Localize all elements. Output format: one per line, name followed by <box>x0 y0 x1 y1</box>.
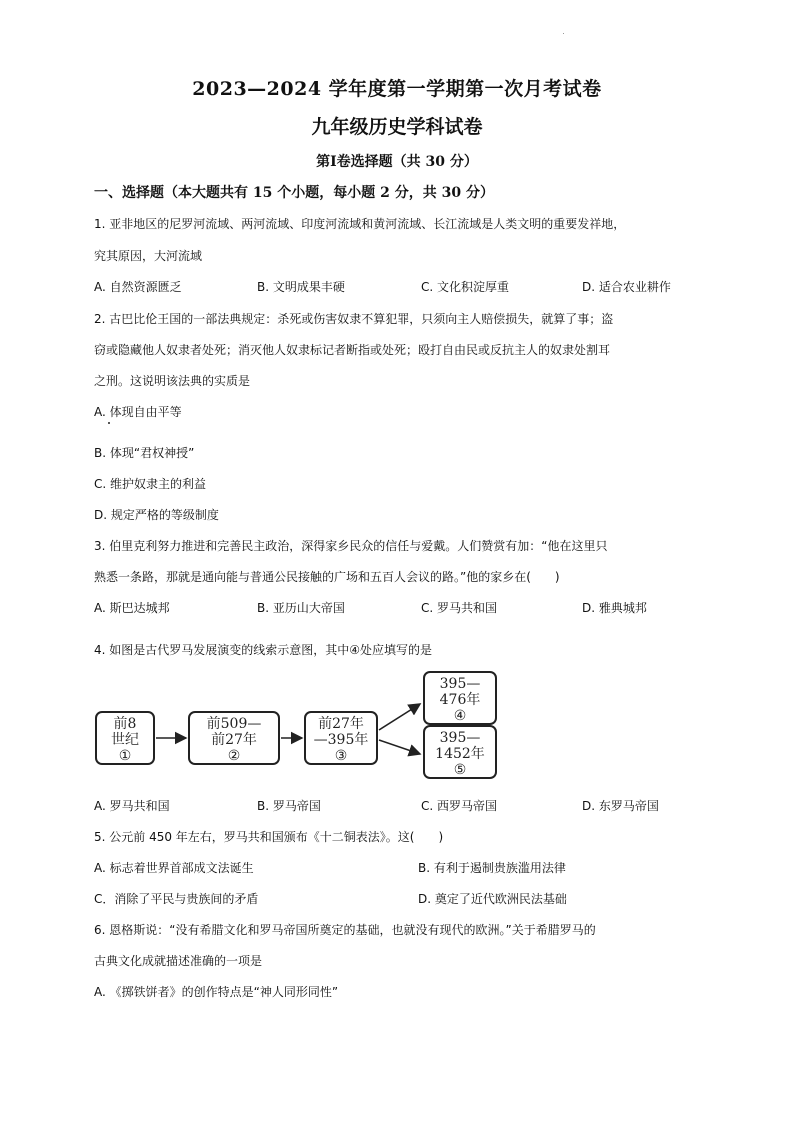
box3-line2: —395年 <box>313 732 369 748</box>
q5-option-c: C．消除了平民与贵族间的矛盾 <box>94 892 259 906</box>
q2-option-d: D. 规定严格的等级制度 <box>94 508 219 522</box>
q4-option-d: D. 东罗马帝国 <box>582 799 659 813</box>
q4-option-a: A. 罗马共和国 <box>94 799 170 813</box>
box1-line3: ① <box>118 748 132 764</box>
exam-subtitle: 九年级历史学科试卷 <box>311 116 483 138</box>
q1-option-a: A. 自然资源匮乏 <box>94 280 182 294</box>
box3-line3: ③ <box>334 748 348 764</box>
q3-option-b: B. 亚历山大帝国 <box>257 601 345 615</box>
q3-stem-line2: 熟悉一条路，那就是通向能与普通公民接触的广场和五百人会议的路。”他的家乡在( ) <box>94 570 560 584</box>
q2-option-c: C. 维护奴隶主的利益 <box>94 477 207 491</box>
box2-line1: 前509— <box>206 716 262 732</box>
box4-line1: 395— <box>439 676 481 692</box>
scan-mark <box>108 422 110 424</box>
q3-option-c: C. 罗马共和国 <box>421 601 498 615</box>
box2-line3: ② <box>227 748 241 764</box>
q6-stem-line1: 6. 恩格斯说：“没有希腊文化和罗马帝国所奠定的基础，也就没有现代的欧洲。”关于希腊罗马的 <box>94 923 596 937</box>
q3-stem-line1: 3. 伯里克利努力推进和完善民主政治，深得家乡民众的信任与爱戴。人们赞赏有加：“他在这里只 <box>94 539 608 553</box>
q1-option-b: B. 文明成果丰硬 <box>257 280 345 294</box>
box4-line3: ④ <box>453 708 467 724</box>
box4-line2: 476年 <box>439 692 481 708</box>
q2-stem-line2: 窃或隐藏他人奴隶者处死；消灭他人奴隶标记者断指或处死；殴打自由民或反抗主人的奴隶处割耳 <box>94 343 611 357</box>
box5-line3: ⑤ <box>453 762 467 778</box>
q2-option-b: B. 体现“君权神授” <box>94 446 195 460</box>
q1-stem-line1: 1. 亚非地区的尼罗河流域、两河流域、印度河流域和黄河流域、长江流域是人类文明的重要发祥地， <box>94 217 626 231</box>
exam-title: 2023—2024 学年度第一学期第一次月考试卷 <box>192 78 602 100</box>
q3-option-a: A. 斯巴达城邦 <box>94 601 170 615</box>
box3-line1: 前27年 <box>318 716 364 732</box>
q5-option-a: A. 标志着世界首部成文法诞生 <box>94 861 254 875</box>
q3-option-d: D. 雅典城邦 <box>582 601 647 615</box>
rome-timeline-diagram <box>92 668 502 780</box>
part-heading: 第Ⅰ卷选择题（共 30 分） <box>316 154 478 170</box>
q2-stem-line1: 2. 古巴比伦王国的一部法典规定：杀死或伤害奴隶不算犯罪，只须向主人赔偿损失，就算了事；盗 <box>94 312 614 326</box>
q4-stem-line1: 4. 如图是古代罗马发展演变的线索示意图，其中④处应填写的是 <box>94 643 433 657</box>
q6-option-a: A. 《掷铁饼者》的创作特点是“神人同形同性” <box>94 985 339 999</box>
box1-line1: 前8 <box>113 716 137 732</box>
scan-speck <box>563 33 564 34</box>
arrow-3-5 <box>379 740 420 754</box>
box5-line1: 395— <box>439 730 481 746</box>
box5-line2: 1452年 <box>435 746 485 762</box>
q5-stem-line1: 5. 公元前 450 年左右，罗马共和国颁布《十二铜表法》。这( ) <box>94 830 444 844</box>
q2-stem-line3: 之刑。这说明该法典的实质是 <box>94 374 251 388</box>
q1-option-c: C. 文化积淀厚重 <box>421 280 510 294</box>
q5-option-d: D. 奠定了近代欧洲民法基础 <box>418 892 567 906</box>
q6-stem-line2: 古典文化成就描述准确的一项是 <box>94 954 263 968</box>
arrow-3-4 <box>379 704 420 730</box>
q5-option-b: B. 有利于遏制贵族滥用法律 <box>418 861 566 875</box>
q1-option-d: D. 适合农业耕作 <box>582 280 671 294</box>
q1-stem-line2: 究其原因，大河流域 <box>94 249 203 263</box>
q2-option-a: A. 体现自由平等 <box>94 405 182 419</box>
q4-option-b: B. 罗马帝国 <box>257 799 321 813</box>
section-heading: 一、选择题（本大题共有 15 个小题，每小题 2 分，共 30 分） <box>94 185 494 201</box>
box1-line2: 世纪 <box>111 732 139 748</box>
box2-line2: 前27年 <box>211 732 257 748</box>
q4-option-c: C. 西罗马帝国 <box>421 799 498 813</box>
